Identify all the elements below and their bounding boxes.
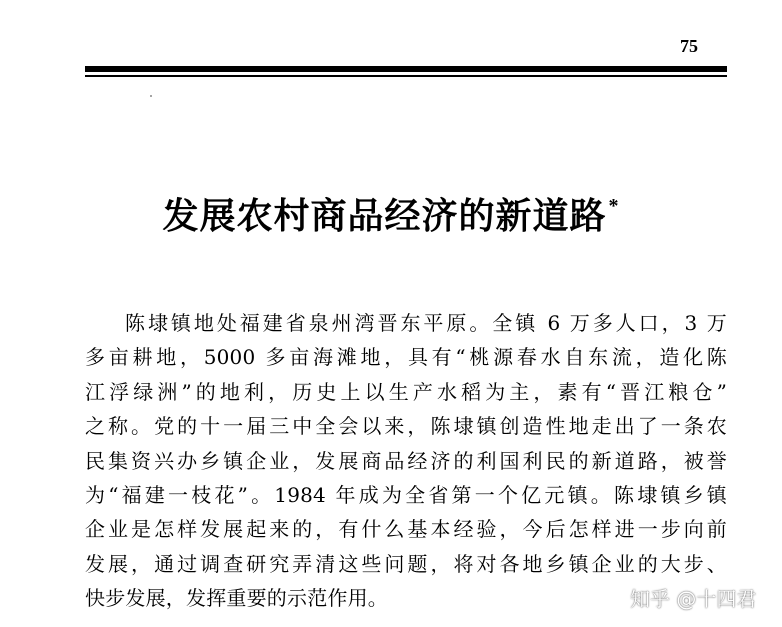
scan-speck bbox=[150, 95, 152, 97]
article-body bbox=[85, 306, 727, 616]
footnote-marker: * bbox=[608, 195, 620, 217]
paragraph-line: 快步发展，发挥重要的示范作用。 bbox=[85, 586, 388, 611]
zhihu-watermark: 知乎 @十四君 bbox=[630, 587, 757, 611]
article-title-text: 发展农村商品经济的新道路 bbox=[162, 196, 607, 237]
header-rule-thin bbox=[85, 75, 727, 77]
paragraph-line: 多亩耕地，5000 多亩海滩地，具有“桃源春水自东流，造化陈 bbox=[85, 345, 727, 370]
paragraph-line: 为“福建一枝花”。1984 年成为全省第一个亿元镇。陈埭镇乡镇 bbox=[85, 482, 727, 507]
paragraph-line: 发展，通过调查研究弄清这些问题，将对各地乡镇企业的大步、 bbox=[85, 551, 727, 576]
article-title bbox=[0, 188, 782, 239]
paragraph-line: 民集资兴办乡镇企业，发展商品经济的利国利民的新道路，被誉 bbox=[85, 448, 727, 473]
paragraph-line: 之称。党的十一届三中全会以来，陈埭镇创造性地走出了一条农 bbox=[85, 414, 727, 439]
paragraph-line: 江浮绿洲”的地利，历史上以生产水稻为主，素有“晋江粮仓” bbox=[85, 379, 727, 404]
paragraph-line: 企业是怎样发展起来的，有什么基本经验，今后怎样进一步向前 bbox=[85, 517, 727, 542]
page-number: 75 bbox=[680, 36, 698, 56]
header-rule-thick bbox=[85, 66, 727, 72]
paragraph-line: 陈埭镇地处福建省泉州湾晋东平原。全镇 6 万多人口，3 万 bbox=[125, 311, 727, 335]
